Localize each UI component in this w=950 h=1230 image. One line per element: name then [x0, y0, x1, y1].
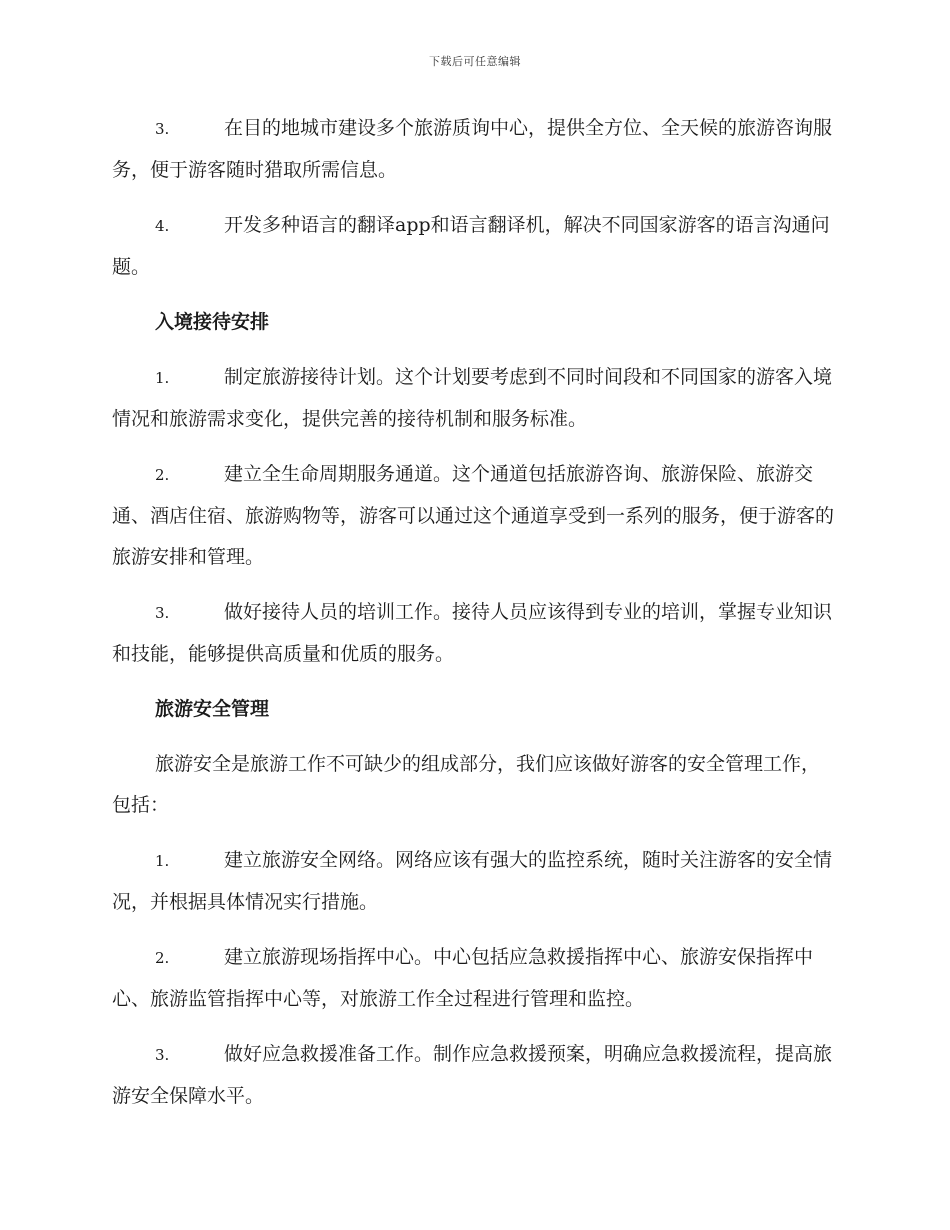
list-item: [112, 592, 836, 675]
list-item-text: 做好接待人员的培训工作。接待人员应该得到专业的培训，掌握专业知识和技能，能够提供高质量和优质的服务。: [112, 601, 833, 665]
list-item-number: 1.: [155, 369, 170, 387]
list-item: [112, 454, 836, 578]
list-item: [112, 937, 836, 1020]
list-item: [112, 1034, 836, 1117]
list-item-text: 在目的地城市建设多个旅游质询中心，提供全方位、全天候的旅游咨询服务，便于游客随时猎取所需信息。: [112, 117, 833, 181]
list-item-text: 建立旅游安全网络。网络应该有强大的监控系统，随时关注游客的安全情况，并根据具体情况实行措施。: [112, 849, 833, 913]
section-heading-travel-safety: 旅游安全管理: [155, 698, 270, 720]
list-item-text: 开发多种语言的翻译app和语言翻译机，解决不同国家游客的语言沟通问题。: [112, 214, 830, 278]
list-item-number: 1.: [155, 852, 170, 870]
intro-paragraph: 旅游安全是旅游工作不可缺少的组成部分，我们应该做好游客的安全管理工作，包括：: [112, 753, 821, 816]
list-item: [112, 108, 836, 191]
list-item-number: 2.: [155, 466, 170, 484]
list-item-text: 建立旅游现场指挥中心。中心包括应急救援指挥中心、旅游安保指挥中心、旅游监管指挥中心等，对旅游工作全过程进行管理和监控。: [112, 946, 814, 1010]
list-item-text: 建立全生命周期服务通道。这个通道包括旅游咨询、旅游保险、旅游交通、酒店住宿、旅游购物等，游客可以通过这个通道享受到一系列的服务，便于游客的旅游安排和管理。: [112, 463, 835, 568]
list-item-number: 3.: [155, 120, 170, 138]
document-body: [112, 108, 836, 1131]
list-item-number: 2.: [155, 949, 170, 967]
list-item-text: 制定旅游接待计划。这个计划要考虑到不同时间段和不同国家的游客入境情况和旅游需求变化，提供完善的接待机制和服务标准。: [112, 366, 833, 430]
page-header: 下载后可任意编辑: [429, 55, 521, 68]
list-item-number: 4.: [155, 217, 170, 235]
list-item-text: 做好应急救援准备工作。制作应急救援预案，明确应急救援流程，提高旅游安全保障水平。: [112, 1043, 833, 1107]
section-heading-inbound-reception: 入境接待安排: [155, 311, 270, 333]
list-item-number: 3.: [155, 1046, 170, 1064]
list-item: [112, 357, 836, 440]
list-item: [112, 840, 836, 923]
list-item-number: 3.: [155, 604, 170, 622]
list-item: [112, 205, 836, 288]
